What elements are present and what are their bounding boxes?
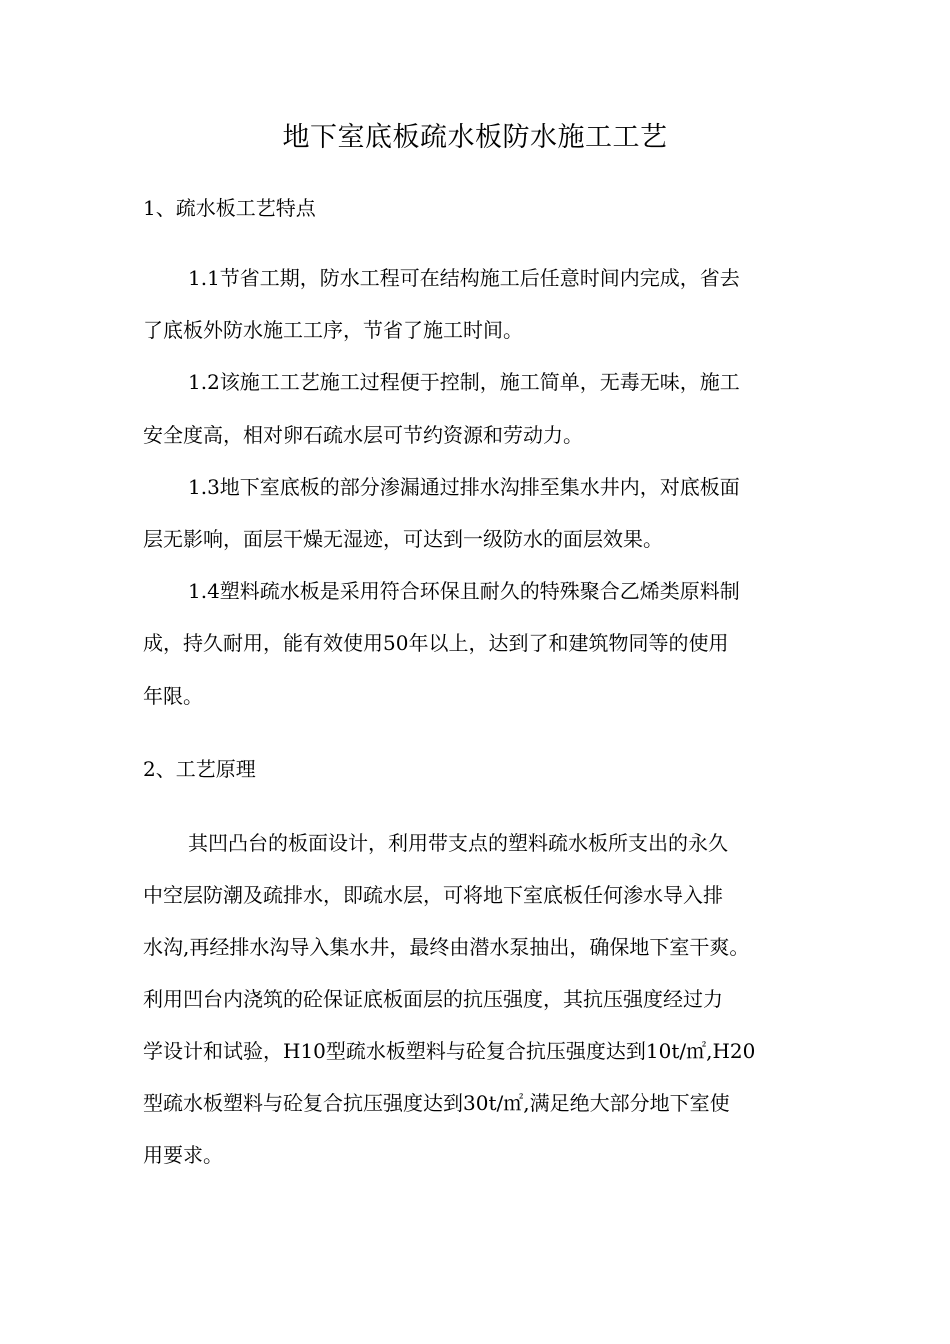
paragraph-line: 利用凹台内浇筑的砼保证底板面层的抗压强度，其抗压强度经过力 (143, 987, 723, 1011)
paragraph-line: 其凹凸台的板面设计，利用带支点的塑料疏水板所支出的永久 (188, 831, 728, 855)
paragraph-line: 了底板外防水施工工序，节省了施工时间。 (143, 318, 523, 342)
paragraph-line: 层无影响，面层干燥无湿迹，可达到一级防水的面层效果。 (143, 527, 663, 551)
paragraph-line: 1.3地下室底板的部分渗漏通过排水沟排至集水井内，对底板面 (188, 475, 740, 499)
paragraph-line: 型疏水板塑料与砼复合抗压强度达到30t/㎡,满足绝大部分地下室使 (143, 1091, 730, 1115)
paragraph-line: 安全度高，相对卵石疏水层可节约资源和劳动力。 (143, 423, 583, 447)
paragraph-line: 1.2该施工工艺施工过程便于控制，施工简单，无毒无味，施工 (188, 370, 740, 394)
paragraph-line: 1.1节省工期，防水工程可在结构施工后任意时间内完成，省去 (188, 266, 740, 290)
paragraph-line: 用要求。 (143, 1143, 223, 1167)
paragraph-line: 成，持久耐用，能有效使用50年以上，达到了和建筑物同等的使用 (143, 631, 729, 655)
document-title: 地下室底板疏水板防水施工工艺 (282, 122, 668, 153)
paragraph-line: 中空层防潮及疏排水，即疏水层，可将地下室底板任何渗水导入排 (143, 883, 723, 907)
paragraph-line: 1.4塑料疏水板是采用符合环保且耐久的特殊聚合乙烯类原料制 (188, 579, 740, 603)
section-heading-features: 1、疏水板工艺特点 (143, 196, 316, 220)
paragraph-line: 学设计和试验，H10型疏水板塑料与砼复合抗压强度达到10t/㎡,H20 (143, 1039, 756, 1063)
paragraph-line: 水沟,再经排水沟导入集水井，最终由潜水泵抽出，确保地下室干爽。 (143, 935, 750, 959)
paragraph-line: 年限。 (143, 684, 203, 708)
section-heading-principle: 2、工艺原理 (143, 757, 256, 781)
